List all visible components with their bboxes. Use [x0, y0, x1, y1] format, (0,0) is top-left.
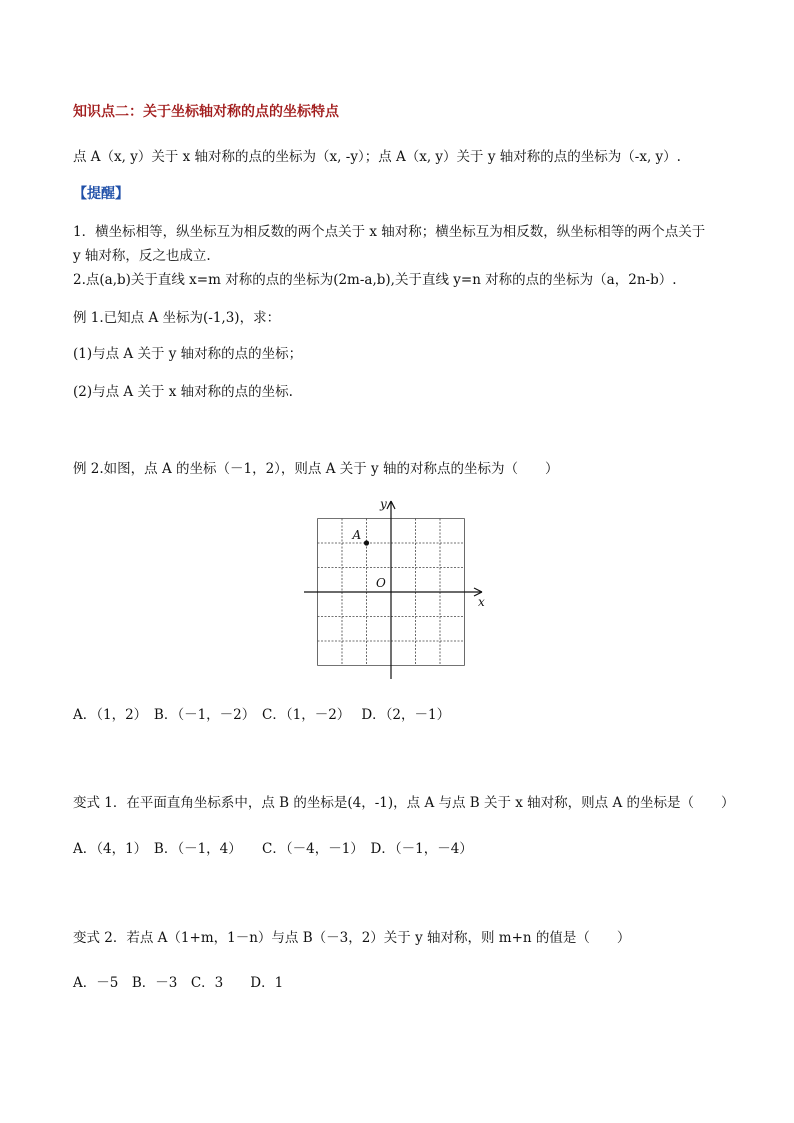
- tip-2: 2.点(a,b)关于直线 x=m 对称的点的坐标为(2m-a,b),关于直线 y=n 对称的点的坐标为（a，2n-b）.: [73, 272, 677, 288]
- y-axis: [387, 501, 395, 679]
- tip-1-line-2: y 轴对称，反之也成立.: [73, 248, 211, 264]
- example-1-question: 例 1.已知点 A 坐标为(-1,3)，求：: [73, 310, 281, 326]
- variant-2-question: 变式 2．若点 A（1+m，1－n）与点 B（－3，2）关于 y 轴对称，则 m+n 的值是（ ）: [73, 930, 631, 946]
- section-heading: 知识点二：关于坐标轴对称的点的坐标特点: [73, 104, 339, 120]
- origin-label: O: [376, 576, 386, 590]
- point-a: [364, 540, 369, 545]
- x-axis: [304, 588, 482, 596]
- tip-1-line-1: 1．横坐标相等，纵坐标互为相反数的两个点关于 x 轴对称；横坐标互为相反数，纵坐标相等的两个点关于: [73, 224, 706, 240]
- example-1-part-1: (1)与点 A 关于 y 轴对称的点的坐标；: [73, 346, 303, 362]
- y-axis-label: y: [380, 497, 387, 511]
- coordinate-graph: [300, 493, 500, 683]
- variant-2-options: A．－5 B．－3 C．3 D．1: [73, 975, 284, 991]
- tip-label: 【提醒】: [73, 186, 129, 202]
- example-2-options: A．（1，2） B．（－1，－2） C．（1，－2） D．（2，－1）: [73, 707, 451, 723]
- variant-1-question: 变式 1．在平面直角坐标系中，点 B 的坐标是(4，-1)，点 A 与点 B 关于 x 轴对称，则点 A 的坐标是（ ）: [73, 795, 735, 811]
- example-2-question: 例 2.如图，点 A 的坐标（－1，2），则点 A 关于 y 轴的对称点的坐标为（ ）: [73, 461, 559, 477]
- example-1-part-2: (2)与点 A 关于 x 轴对称的点的坐标.: [73, 384, 293, 400]
- x-axis-label: x: [478, 595, 485, 609]
- variant-1-options: A．（4，1） B．（－1，4） C．（－4，－1） D．（－1，－4）: [73, 841, 473, 857]
- point-a-label: A: [352, 528, 362, 542]
- symmetry-rule: 点 A（x, y）关于 x 轴对称的点的坐标为（x, -y）；点 A（x, y）关于 y 轴对称的点的坐标为（-x, y）.: [73, 149, 681, 165]
